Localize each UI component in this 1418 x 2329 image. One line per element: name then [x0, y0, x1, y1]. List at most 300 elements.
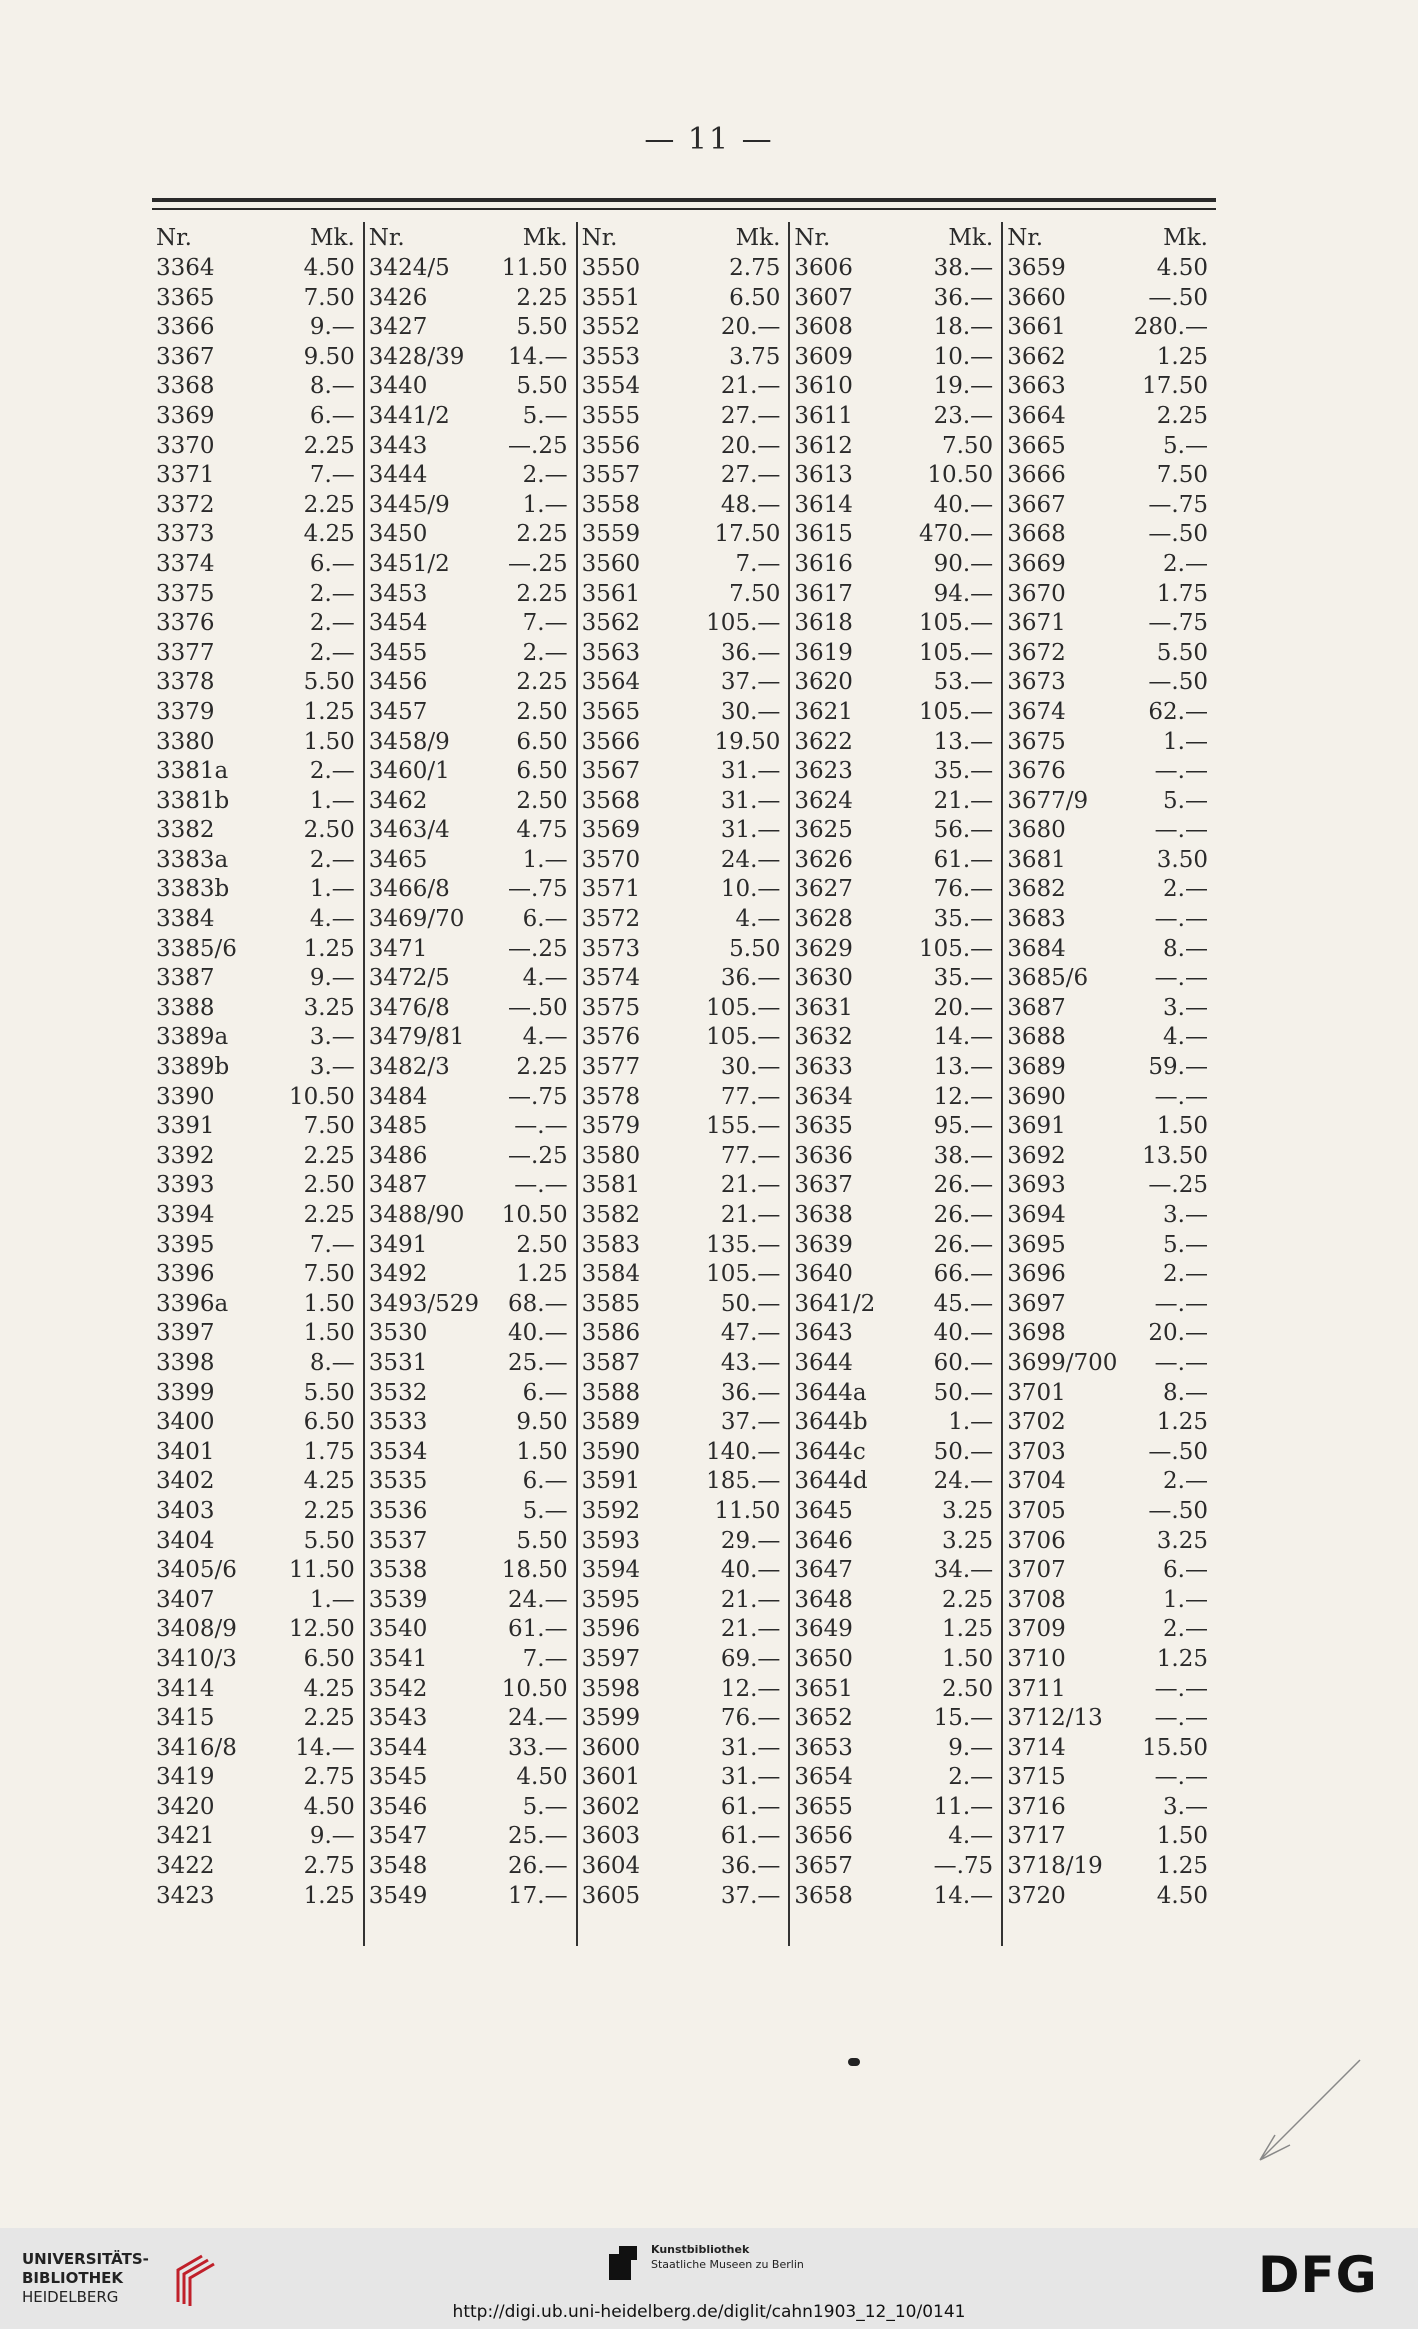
- item-number: 3545: [368, 1764, 428, 1791]
- item-price: 1.—: [1163, 1586, 1208, 1613]
- item-price: 36.—: [933, 284, 994, 311]
- item-price: 2.50: [516, 1231, 568, 1258]
- item-number: 3589: [581, 1409, 641, 1436]
- item-number: 3482/3: [368, 1054, 450, 1081]
- item-price: 1.—: [309, 876, 355, 903]
- item-price: 1.50: [303, 1290, 355, 1317]
- item-price: 2.25: [941, 1586, 994, 1613]
- item-price: 13.50: [1142, 1142, 1208, 1169]
- item-number: 3389b: [156, 1054, 230, 1081]
- item-number: 3463/4: [368, 817, 450, 844]
- table-row: [580, 1822, 781, 1852]
- table-row: [792, 1023, 993, 1053]
- item-price: 1.25: [941, 1616, 994, 1643]
- item-price: 1.25: [303, 1882, 355, 1909]
- item-price: 77.—: [720, 1083, 781, 1110]
- table-row: [1005, 1023, 1208, 1053]
- table-row: [580, 1675, 781, 1705]
- item-price: 24.—: [720, 846, 781, 873]
- item-price: 20.—: [720, 432, 781, 459]
- item-number: 3441/2: [368, 402, 450, 429]
- item-price: 1.25: [303, 698, 355, 725]
- table-row: [367, 1112, 568, 1142]
- item-number: 3573: [581, 935, 641, 962]
- item-price: 140.—: [706, 1438, 781, 1465]
- item-price: 8.—: [1163, 1379, 1208, 1406]
- table-row: [1005, 1852, 1208, 1882]
- item-price: 69.—: [720, 1645, 781, 1672]
- item-number: 3381b: [156, 787, 230, 814]
- table-row: [580, 1201, 781, 1231]
- item-number: 3440: [368, 373, 428, 400]
- table-row: [1005, 639, 1208, 669]
- item-number: 3484: [368, 1083, 428, 1110]
- table-row: [792, 313, 993, 343]
- table-row: [792, 1171, 993, 1201]
- table-row: [580, 1556, 781, 1586]
- table-row: [1005, 491, 1208, 521]
- item-number: 3647: [794, 1557, 853, 1584]
- item-number: 3717: [1007, 1823, 1066, 1850]
- table-row: [367, 461, 568, 491]
- item-number: 3375: [156, 580, 215, 607]
- item-price: 1.75: [1156, 580, 1208, 607]
- item-number: 3660: [1007, 284, 1066, 311]
- item-price: 29.—: [720, 1527, 781, 1554]
- item-number: 3382: [156, 817, 215, 844]
- item-price: 1.25: [1156, 343, 1208, 370]
- item-number: 3669: [1007, 550, 1066, 577]
- item-number: 3561: [581, 580, 641, 607]
- item-price: 24.—: [933, 1468, 994, 1495]
- table-row: [792, 698, 993, 728]
- item-number: 3488/90: [368, 1202, 465, 1228]
- item-number: 3635: [794, 1113, 853, 1140]
- item-price: 5.—: [1163, 432, 1208, 459]
- item-price: 4.—: [309, 906, 355, 933]
- item-number: 3557: [581, 462, 641, 489]
- item-price: 105.—: [706, 1024, 781, 1051]
- item-price: 40.—: [933, 491, 994, 518]
- item-price: 4.50: [516, 1764, 568, 1791]
- table-row: [154, 639, 355, 669]
- item-number: 3666: [1007, 462, 1066, 489]
- item-number: 3407: [156, 1586, 215, 1613]
- price-column: [365, 222, 578, 1946]
- table-row: [154, 313, 355, 343]
- item-number: 3662: [1007, 343, 1066, 370]
- table-row: [580, 787, 781, 817]
- column-header: [580, 222, 781, 254]
- item-number: 3689: [1007, 1054, 1066, 1081]
- item-number: 3708: [1007, 1586, 1066, 1613]
- item-number: 3707: [1007, 1557, 1066, 1584]
- table-row: [154, 757, 355, 787]
- table-row: [154, 520, 355, 550]
- item-price: 90.—: [933, 550, 994, 577]
- table-row: [154, 1319, 355, 1349]
- table-row: [1005, 580, 1208, 610]
- table-row: [367, 1704, 568, 1734]
- table-row: [580, 1734, 781, 1764]
- item-number: 3711: [1007, 1675, 1066, 1702]
- item-number: 3400: [156, 1409, 215, 1436]
- item-price: 2.25: [303, 1497, 355, 1524]
- item-price: 7.—: [522, 1645, 568, 1672]
- price-column: [152, 222, 365, 1946]
- item-price: 3.—: [309, 1054, 355, 1081]
- item-number: 3629: [794, 935, 853, 962]
- item-price: 5.—: [1163, 1231, 1208, 1258]
- item-price: 4.25: [303, 1468, 355, 1495]
- table-row: [367, 1882, 568, 1912]
- item-number: 3682: [1007, 876, 1066, 903]
- item-price: 2.—: [1163, 1468, 1208, 1495]
- item-number: 3416/8: [156, 1734, 237, 1761]
- item-price: 9.—: [948, 1734, 994, 1761]
- item-number: 3540: [368, 1616, 428, 1643]
- item-price: 3.25: [1156, 1527, 1208, 1554]
- item-number: 3538: [368, 1557, 428, 1584]
- item-number: 3410/3: [156, 1645, 237, 1672]
- item-number: 3427: [368, 314, 428, 341]
- table-row: [1005, 1675, 1208, 1705]
- item-number: 3591: [581, 1468, 641, 1495]
- item-number: 3424/5: [368, 255, 450, 281]
- table-row: [367, 668, 568, 698]
- table-row: [154, 254, 355, 284]
- item-number: 3628: [794, 906, 853, 933]
- item-price: 1.50: [941, 1645, 994, 1672]
- table-row: [792, 1763, 993, 1793]
- table-row: [1005, 816, 1208, 846]
- item-number: 3551: [581, 284, 641, 311]
- item-price: 4.—: [522, 1024, 568, 1051]
- item-number: 3674: [1007, 698, 1066, 725]
- item-price: 18.50: [501, 1557, 568, 1584]
- table-row: [792, 284, 993, 314]
- table-row: [792, 1053, 993, 1083]
- table-row: [580, 1290, 781, 1320]
- nr-header: Nr.: [581, 225, 618, 251]
- item-number: 3593: [581, 1527, 641, 1554]
- item-number: 3651: [794, 1675, 853, 1702]
- table-row: [1005, 1349, 1208, 1379]
- item-number: 3706: [1007, 1527, 1066, 1554]
- item-price: 25.—: [508, 1823, 568, 1850]
- item-price: —.25: [508, 1142, 568, 1169]
- item-price: 6.—: [522, 1468, 568, 1495]
- item-number: 3640: [794, 1261, 853, 1288]
- item-number: 3600: [581, 1734, 641, 1761]
- table-row: [580, 668, 781, 698]
- item-number: 3598: [581, 1675, 641, 1702]
- table-row: [367, 1852, 568, 1882]
- table-row: [367, 491, 568, 521]
- item-price: 45.—: [933, 1290, 994, 1317]
- table-row: [1005, 846, 1208, 876]
- page-number: — 11 —: [644, 122, 774, 157]
- table-row: [792, 580, 993, 610]
- item-price: 2.50: [303, 817, 355, 844]
- item-price: 6.—: [522, 906, 568, 933]
- item-number: 3402: [156, 1468, 215, 1495]
- library-name-line2: BIBLIOTHEK: [22, 2269, 123, 2287]
- item-number: 3539: [368, 1586, 428, 1613]
- item-price: 9.50: [303, 343, 355, 370]
- item-price: 2.—: [522, 639, 568, 666]
- item-price: 4.50: [1156, 1882, 1208, 1909]
- item-price: 60.—: [933, 1349, 994, 1376]
- item-price: 21.—: [720, 1172, 781, 1199]
- table-row: [154, 905, 355, 935]
- item-number: 3630: [794, 965, 853, 992]
- item-price: 76.—: [720, 1705, 781, 1732]
- table-row: [792, 372, 993, 402]
- item-price: 1.50: [516, 1438, 568, 1465]
- table-row: [580, 284, 781, 314]
- item-number: 3586: [581, 1320, 641, 1347]
- item-number: 3644a: [794, 1379, 867, 1406]
- item-number: 3617: [794, 580, 853, 607]
- item-number: 3594: [581, 1557, 641, 1584]
- table-row: [792, 994, 993, 1024]
- table-row: [580, 1852, 781, 1882]
- item-number: 3665: [1007, 432, 1066, 459]
- item-price: 3.—: [1163, 994, 1208, 1021]
- item-price: —.50: [1148, 1497, 1208, 1524]
- item-price: 9.—: [309, 1823, 355, 1850]
- item-price: 1.—: [522, 491, 568, 518]
- item-number: 3596: [581, 1616, 641, 1643]
- table-row: [154, 1083, 355, 1113]
- table-row: [367, 1083, 568, 1113]
- item-number: 3588: [581, 1379, 641, 1406]
- item-price: 2.—: [309, 580, 355, 607]
- item-number: 3675: [1007, 728, 1066, 755]
- item-price: 2.25: [516, 284, 568, 311]
- table-row: [367, 935, 568, 965]
- table-row: [154, 1852, 355, 1882]
- kunstbibliothek-icon: [605, 2244, 641, 2284]
- table-row: [1005, 1467, 1208, 1497]
- table-row: [1005, 1527, 1208, 1557]
- mk-header: Mk.: [522, 225, 568, 251]
- item-number: 3577: [581, 1054, 641, 1081]
- item-number: 3715: [1007, 1764, 1066, 1791]
- table-row: [580, 1260, 781, 1290]
- table-row: [367, 432, 568, 462]
- table-row: [580, 1053, 781, 1083]
- item-price: 40.—: [720, 1557, 781, 1584]
- table-row: [580, 491, 781, 521]
- item-number: 3423: [156, 1882, 215, 1909]
- item-price: 35.—: [933, 758, 994, 785]
- table-row: [1005, 1438, 1208, 1468]
- university-library-logo[interactable]: [22, 2250, 212, 2310]
- item-number: 3383a: [156, 846, 229, 873]
- item-price: —.25: [1148, 1172, 1208, 1199]
- table-row: [580, 254, 781, 284]
- item-price: —.—: [514, 1113, 568, 1140]
- item-price: 2.75: [303, 1853, 355, 1880]
- item-price: 7.50: [303, 284, 355, 311]
- item-price: 50.—: [720, 1290, 781, 1317]
- column-header: [154, 222, 355, 254]
- item-number: 3422: [156, 1853, 215, 1880]
- table-row: [580, 875, 781, 905]
- table-row: [367, 1527, 568, 1557]
- item-number: 3710: [1007, 1645, 1066, 1672]
- item-price: 4.—: [1163, 1024, 1208, 1051]
- item-price: 12.—: [933, 1083, 994, 1110]
- item-number: 3531: [368, 1349, 428, 1376]
- item-price: 5.50: [516, 373, 568, 400]
- table-row: [367, 550, 568, 580]
- item-price: —.50: [1148, 284, 1208, 311]
- table-row: [154, 1793, 355, 1823]
- item-number: 3650: [794, 1645, 853, 1672]
- item-number: 3485: [368, 1113, 428, 1140]
- item-number: 3691: [1007, 1113, 1066, 1140]
- item-price: 7.—: [309, 1231, 355, 1258]
- table-row: [792, 1349, 993, 1379]
- item-number: 3585: [581, 1290, 641, 1317]
- item-number: 3654: [794, 1764, 853, 1791]
- table-row: [1005, 372, 1208, 402]
- item-price: 2.25: [303, 432, 355, 459]
- item-number: 3391: [156, 1113, 215, 1140]
- item-number: 3578: [581, 1083, 641, 1110]
- item-number: 3615: [794, 521, 853, 548]
- item-number: 3599: [581, 1705, 641, 1732]
- table-row: [367, 402, 568, 432]
- table-row: [367, 1497, 568, 1527]
- item-number: 3681: [1007, 846, 1066, 873]
- item-price: 61.—: [933, 846, 994, 873]
- item-price: 2.25: [1156, 402, 1208, 429]
- item-price: 14.—: [933, 1882, 994, 1909]
- nr-header: Nr.: [1007, 225, 1044, 251]
- table-row: [792, 343, 993, 373]
- item-number: 3607: [794, 284, 853, 311]
- item-price: 3.50: [1156, 846, 1208, 873]
- item-price: 2.25: [516, 521, 568, 548]
- item-number: 3601: [581, 1764, 641, 1791]
- item-price: 105.—: [918, 610, 994, 637]
- table-row: [792, 1142, 993, 1172]
- table-row: [580, 816, 781, 846]
- item-price: 48.—: [720, 491, 781, 518]
- dfg-logo[interactable]: DFG: [1258, 2246, 1378, 2304]
- table-row: [154, 1112, 355, 1142]
- item-price: 59.—: [1148, 1054, 1208, 1081]
- item-price: —.—: [1154, 1083, 1208, 1110]
- table-row: [1005, 402, 1208, 432]
- table-row: [1005, 1645, 1208, 1675]
- item-number: 3479/81: [368, 1024, 465, 1051]
- item-number: 3603: [581, 1823, 641, 1850]
- table-row: [154, 994, 355, 1024]
- item-number: 3419: [156, 1764, 215, 1791]
- item-price: 470.—: [918, 521, 994, 548]
- item-price: 19.50: [714, 728, 781, 755]
- item-price: 68.—: [508, 1290, 568, 1317]
- table-row: [1005, 1882, 1208, 1912]
- item-price: 36.—: [720, 1379, 781, 1406]
- item-number: 3621: [794, 698, 853, 725]
- item-price: 135.—: [706, 1231, 781, 1258]
- item-number: 3469/70: [368, 906, 465, 933]
- table-row: [1005, 1586, 1208, 1616]
- item-number: 3705: [1007, 1497, 1066, 1524]
- price-table: [152, 222, 1216, 1946]
- item-price: 21.—: [720, 1616, 781, 1643]
- permalink-url[interactable]: http://digi.ub.uni-heidelberg.de/diglit/cahn1903_12_10/0141: [452, 2302, 966, 2322]
- item-number: 3404: [156, 1527, 215, 1554]
- table-row: [1005, 550, 1208, 580]
- item-price: —.50: [1148, 521, 1208, 548]
- item-number: 3374: [156, 550, 215, 577]
- table-row: [154, 461, 355, 491]
- table-row: [792, 1083, 993, 1113]
- table-row: [792, 1734, 993, 1764]
- item-price: 20.—: [933, 994, 994, 1021]
- item-price: 19.—: [933, 373, 994, 400]
- item-number: 3548: [368, 1853, 428, 1880]
- item-price: 2.25: [516, 580, 568, 607]
- item-price: 50.—: [933, 1379, 994, 1406]
- item-number: 3683: [1007, 906, 1066, 933]
- table-row: [367, 728, 568, 758]
- item-number: 3641/2: [794, 1290, 876, 1317]
- table-row: [580, 1467, 781, 1497]
- item-number: 3394: [156, 1202, 215, 1228]
- item-number: 3376: [156, 610, 215, 637]
- item-price: —.—: [1154, 758, 1208, 785]
- item-price: 9.—: [309, 965, 355, 992]
- item-price: 7.50: [303, 1113, 355, 1140]
- table-row: [367, 1467, 568, 1497]
- item-price: —.—: [1154, 817, 1208, 844]
- item-price: 7.—: [735, 550, 781, 577]
- item-price: 17.50: [1142, 373, 1208, 400]
- item-price: 21.—: [933, 787, 994, 814]
- table-row: [1005, 520, 1208, 550]
- column-header: [1005, 222, 1208, 254]
- item-price: 62.—: [1148, 698, 1208, 725]
- table-row: [792, 905, 993, 935]
- item-number: 3622: [794, 728, 853, 755]
- item-number: 3614: [794, 491, 853, 518]
- table-row: [580, 1882, 781, 1912]
- item-price: 33.—: [508, 1734, 568, 1761]
- table-row: [1005, 728, 1208, 758]
- item-number: 3371: [156, 462, 215, 489]
- item-price: —.—: [1154, 965, 1208, 992]
- item-price: 36.—: [720, 1853, 781, 1880]
- table-row: [1005, 284, 1208, 314]
- item-number: 3637: [794, 1172, 853, 1199]
- item-number: 3387: [156, 965, 215, 992]
- item-price: 53.—: [933, 669, 994, 696]
- table-row: [367, 1763, 568, 1793]
- table-row: [154, 1379, 355, 1409]
- item-price: 2.25: [303, 1705, 355, 1732]
- table-row: [1005, 1793, 1208, 1823]
- table-row: [1005, 1763, 1208, 1793]
- item-number: 3367: [156, 343, 215, 370]
